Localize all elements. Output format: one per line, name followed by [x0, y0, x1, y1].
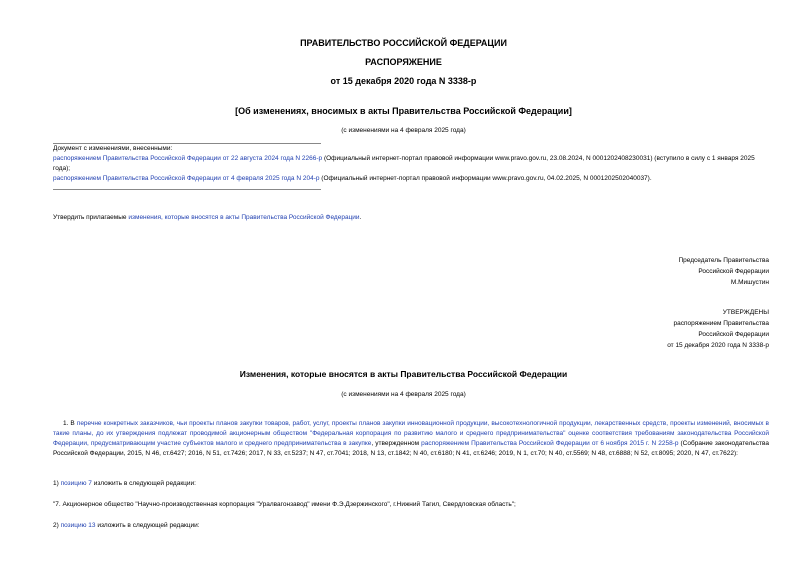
p2-prefix: 1) [53, 480, 61, 487]
government-title: ПРАВИТЕЛЬСТВО РОССИЙСКОЙ ФЕДЕРАЦИИ [300, 38, 507, 48]
amendment-item-2 [53, 174, 769, 184]
approved-block [667, 307, 769, 351]
signature-country: Российской Федерации [698, 268, 769, 275]
changes-paragraph-1 [53, 419, 769, 459]
p2-suffix: изложить в следующей редакции: [91, 480, 196, 487]
approve-link[interactable]: изменения, которые вносятся в акты Правительства Российской Федерации [128, 214, 360, 221]
p1-suffix: (Собрание законодательства Российской Федерации, 2015, N 46, ст.6427; 2016, N 51, ст.7426; 2017, N 33, ст.5237; N 47, ст.7041; 2018, N 13, ст.1842; N 40, ст.6180; N 41, ст.6246; 2019, N 1, ст.70; N 40, ст.5569; N 48, ст.6888; N 52, ст.8095; 2020, N 47, ст.7622): [53, 440, 769, 457]
changes-paragraph-2 [53, 479, 769, 489]
p1-link-order[interactable]: распоряжением Правительства Российской Федерации от 6 ноября 2015 г. N 2258-р [421, 440, 679, 447]
p4-link[interactable]: позицию 13 [60, 522, 96, 529]
approve-suffix: . [359, 214, 362, 221]
document-type: РАСПОРЯЖЕНИЕ [365, 57, 442, 67]
approve-paragraph [53, 213, 769, 223]
changes-edition-note: (с изменениями на 4 февраля 2025 года) [341, 391, 466, 398]
changes-title: Изменения, которые вносятся в акты Правительства Российской Федерации [239, 369, 568, 379]
approve-prefix: Утвердить прилагаемые [53, 214, 129, 221]
amendments-bottom-rule [53, 189, 321, 190]
amendment-link-2[interactable]: распоряжением Правительства Российской Федерации от 4 февраля 2025 года N 204-р [53, 175, 320, 182]
amendments-intro: Документ с изменениями, внесенными: [53, 145, 173, 152]
amendment-text-1: (Официальный интернет-портал правовой информации www.pravo.gov.ru, 23.08.2024, N 0001202408230031) (вступило в силу с 1 января 2025 года); [53, 155, 755, 172]
p1-link-list[interactable]: перечне конкретных заказчиков, чьи проекты планов закупки товаров, работ, услуг, проекты планов закупки инновационной продукции, высокотехнологичной продукции, лекарственных средств, проекты изменений, вносимых в такие планы, до их утверждения подлежат проводимой акционерным обществом "Федеральная корпорация по развитию малого и среднего предпринимательства" оценке соответствия требованиям законодательства Российской Федерации, предусматривающим участие субъектов малого и среднего предпринимательства в закупке [53, 420, 769, 447]
p4-suffix: изложить в следующей редакции: [95, 522, 200, 529]
amendment-item-1 [53, 154, 769, 174]
approved-line-2: распоряжением Правительства [673, 320, 769, 327]
p1-prefix: 1. В [63, 420, 77, 427]
p4-prefix: 2) [53, 522, 61, 529]
approved-heading: УТВЕРЖДЕНЫ [722, 309, 769, 316]
amendment-text-2: (Официальный интернет-портал правовой информации www.pravo.gov.ru, 04.02.2025, N 0001202502040037). [319, 175, 652, 182]
edition-note: (с изменениями на 4 февраля 2025 года) [341, 127, 466, 134]
document-title: [Об изменениях, вносимых в акты Правительства Российской Федерации] [235, 106, 572, 116]
signature-block [678, 255, 769, 288]
approved-line-3: Российской Федерации [698, 331, 769, 338]
document-date-number: от 15 декабря 2020 года N 3338-р [330, 76, 477, 86]
approved-line-4: от 15 декабря 2020 года N 3338-р [667, 342, 769, 349]
signature-name: М.Мишустин [730, 279, 769, 286]
changes-paragraph-3: "7. Акционерное общество "Научно-производственная корпорация "Уралвагонзавод" имени Ф.Э.Дзержинского", г.Нижний Тагил, Свердловская область"; [53, 501, 516, 508]
p2-link[interactable]: позицию 7 [60, 480, 92, 487]
changes-paragraph-4 [53, 521, 769, 531]
p1-mid: , утвержденном [371, 440, 422, 447]
amendment-link-1[interactable]: распоряжением Правительства Российской Федерации от 22 августа 2024 года N 2266-р [53, 155, 323, 162]
signature-position: Председатель Правительства [678, 257, 769, 264]
